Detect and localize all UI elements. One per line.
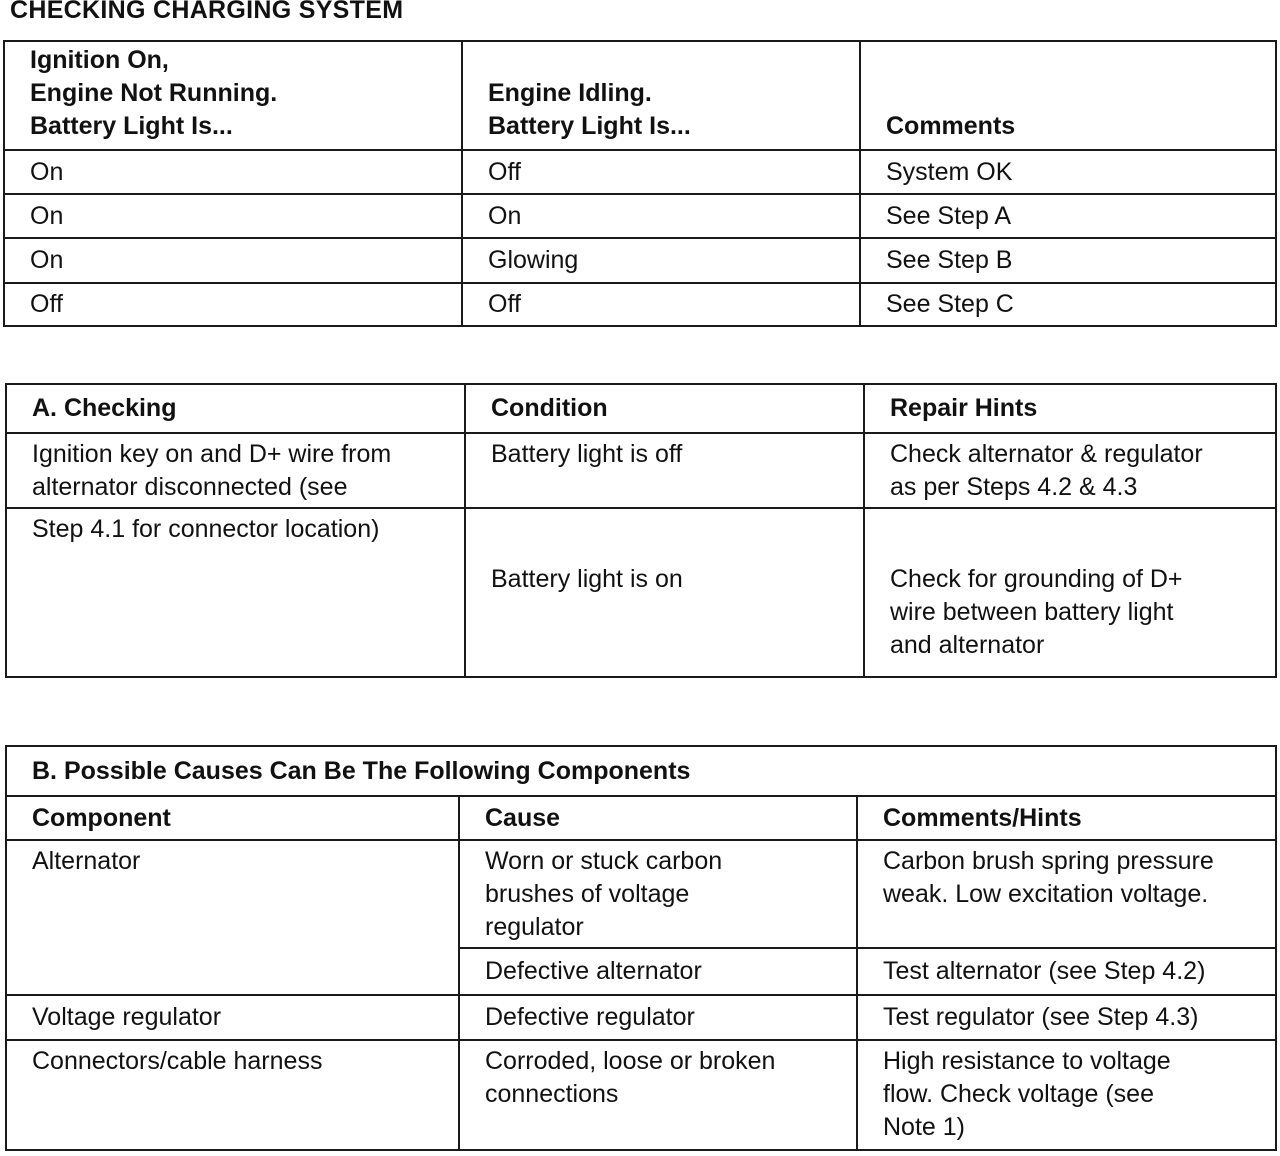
header-comments: Comments — [860, 41, 1276, 150]
cell-cause: Worn or stuck carbon brushes of voltage regulator — [459, 840, 857, 948]
cell-comments-hints: High resistance to voltage flow. Check voltage (see Note 1) — [857, 1040, 1276, 1150]
header-component: Component — [6, 796, 459, 840]
page-title: CHECKING CHARGING SYSTEM — [10, 0, 404, 24]
header-condition: Condition — [465, 384, 864, 433]
table-row — [6, 840, 1276, 948]
cell-comments: See Step C — [860, 283, 1276, 326]
cell-engine-idling: Glowing — [462, 238, 860, 283]
table-row — [4, 238, 1276, 283]
header-comments-hints: Comments/Hints — [857, 796, 1276, 840]
cell-ignition-on: Off — [4, 283, 462, 326]
table-header-row — [6, 384, 1276, 433]
cell-component: Voltage regulator — [6, 995, 459, 1040]
cell-comments: See Step B — [860, 238, 1276, 283]
cell-engine-idling: Off — [462, 283, 860, 326]
table-row — [4, 150, 1276, 194]
cell-repair-hints: Check for grounding of D+ wire between battery light and alternator — [864, 508, 1276, 677]
table-row — [6, 995, 1276, 1040]
header-checking: A. Checking — [6, 384, 465, 433]
cell-checking: Step 4.1 for connector location) — [6, 508, 465, 677]
table-row — [6, 508, 1276, 677]
cell-ignition-on: On — [4, 150, 462, 194]
cell-ignition-on: On — [4, 194, 462, 238]
table-b-title: B. Possible Causes Can Be The Following Components — [6, 746, 1276, 796]
table-header-row — [6, 796, 1276, 840]
table-header-row — [4, 41, 1276, 150]
cell-component: Connectors/cable harness — [6, 1040, 459, 1150]
table-row — [6, 1040, 1276, 1150]
cell-checking: Ignition key on and D+ wire from alternator disconnected (see — [6, 433, 465, 508]
cell-ignition-on: On — [4, 238, 462, 283]
cell-condition: Battery light is off — [465, 433, 864, 508]
step-a-table — [5, 383, 1277, 678]
cell-repair-hints: Check alternator & regulator as per Steps 4.2 & 4.3 — [864, 433, 1276, 508]
cell-cause: Defective alternator — [459, 948, 857, 995]
cell-engine-idling: Off — [462, 150, 860, 194]
charging-status-table — [3, 40, 1277, 327]
cell-comments: See Step A — [860, 194, 1276, 238]
table-row — [6, 433, 1276, 508]
header-cause: Cause — [459, 796, 857, 840]
header-ignition-on: Ignition On, Engine Not Running. Battery Light Is... — [4, 41, 462, 150]
header-repair-hints: Repair Hints — [864, 384, 1276, 433]
header-engine-idling: Engine Idling. Battery Light Is... — [462, 41, 860, 150]
cell-cause: Corroded, loose or broken connections — [459, 1040, 857, 1150]
cell-cause: Defective regulator — [459, 995, 857, 1040]
table-row — [4, 283, 1276, 326]
cell-comments: System OK — [860, 150, 1276, 194]
table-row — [4, 194, 1276, 238]
table-title-row — [6, 746, 1276, 796]
cell-component: Alternator — [6, 840, 459, 995]
cell-condition: Battery light is on — [465, 508, 864, 677]
cell-comments-hints: Carbon brush spring pressure weak. Low excitation voltage. — [857, 840, 1276, 948]
cell-comments-hints: Test alternator (see Step 4.2) — [857, 948, 1276, 995]
step-b-table — [5, 745, 1277, 1151]
cell-engine-idling: On — [462, 194, 860, 238]
cell-comments-hints: Test regulator (see Step 4.3) — [857, 995, 1276, 1040]
